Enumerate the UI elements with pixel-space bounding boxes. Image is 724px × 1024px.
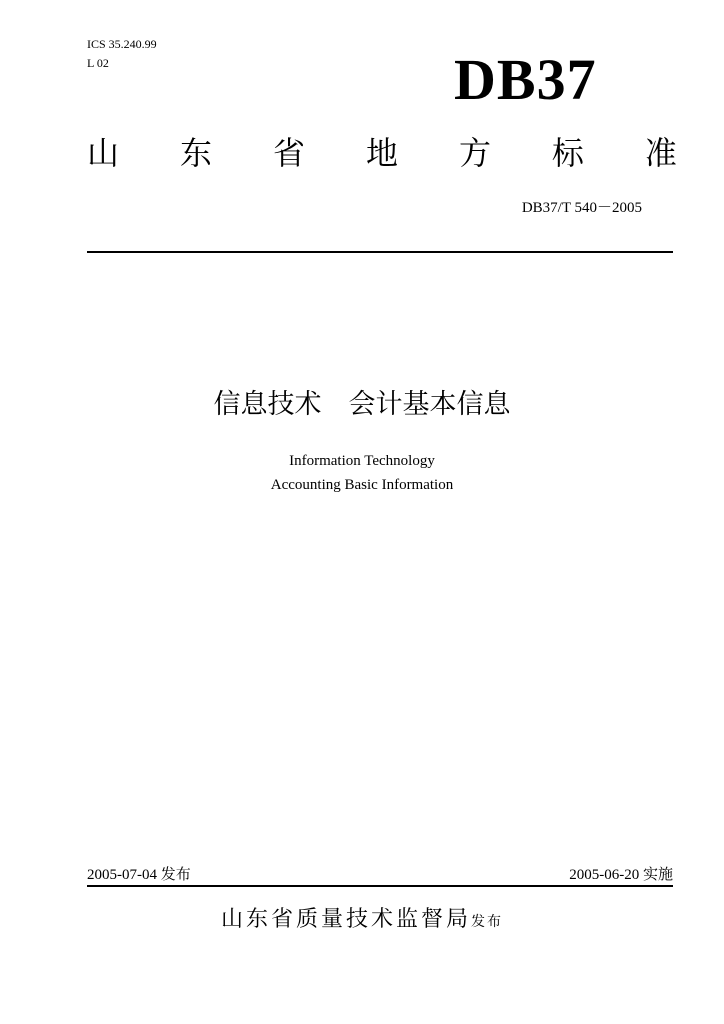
issue-date-block	[87, 864, 191, 885]
top-divider	[87, 251, 673, 253]
issue-label: 发布	[160, 865, 191, 883]
implementation-date: 2005-06-20	[569, 867, 640, 883]
document-title-chinese: 信息技术 会计基本信息	[213, 389, 511, 420]
standard-type-char: 地	[365, 134, 398, 172]
bottom-divider	[87, 885, 673, 887]
standard-type-heading	[87, 133, 677, 173]
implementation-date-block	[569, 864, 673, 885]
document-title-english-line1: Information Technology	[289, 453, 435, 469]
publisher-action: 发布	[471, 914, 503, 930]
standard-type-char: 标	[551, 134, 584, 172]
standard-type-char: 省	[272, 134, 305, 172]
standard-type-char: 方	[458, 134, 491, 172]
classification-code: L 02	[87, 56, 109, 70]
standard-type-char: 准	[644, 134, 677, 172]
db-logo: DB37	[454, 47, 597, 112]
ics-code: ICS 35.240.99	[87, 37, 157, 51]
document-title-english-line2: Accounting Basic Information	[270, 477, 454, 493]
implementation-label: 实施	[642, 865, 673, 883]
publisher-line	[0, 905, 724, 937]
publisher-name: 山东省质量技术监督局	[220, 907, 471, 932]
standard-type-char: 东	[179, 134, 212, 172]
standard-type-char: 山	[87, 134, 120, 172]
standard-number: DB37/T 540－2005	[521, 200, 642, 216]
issue-date: 2005-07-04	[87, 867, 157, 883]
